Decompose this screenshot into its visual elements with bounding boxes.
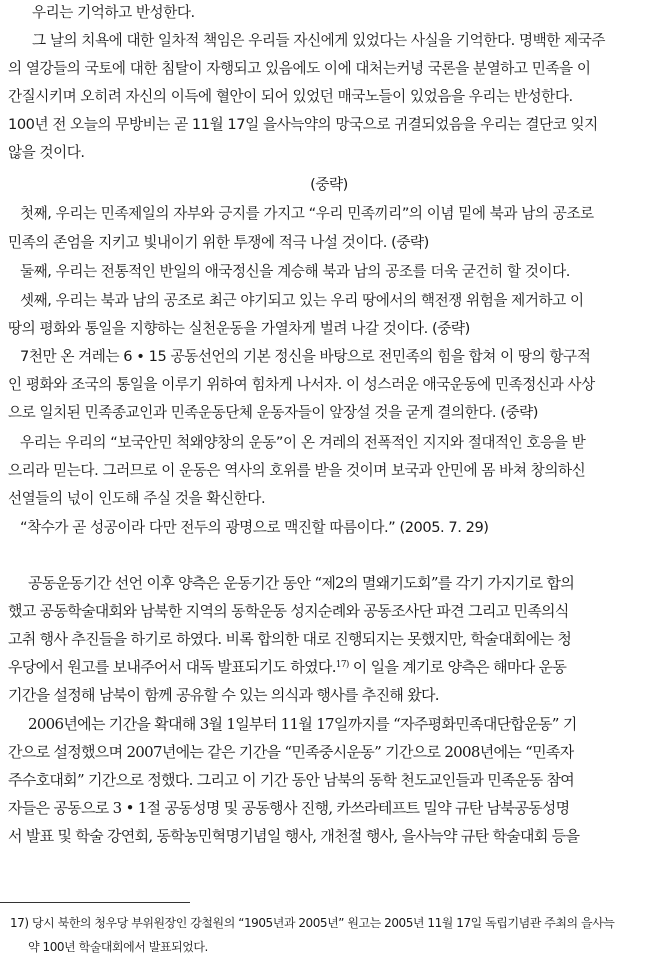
- paragraph-line: 100년 전 오늘의 무방비는 곧 11월 17일 을사늑약의 망국으로 귀결되었음을 우리는 결단코 잊지: [8, 116, 598, 133]
- paragraph-line: 인 평화와 조국의 통일을 이루기 위하여 힘차게 나서자. 이 성스러운 애국운동에 민족정신과 사상: [8, 376, 595, 393]
- paragraph-line: 땅의 평화와 통일을 지향하는 실천운동을 가열차게 벌려 나갈 것이다. (중략): [8, 320, 470, 337]
- paragraph-line: 셋째, 우리는 북과 남의 공조로 최근 야기되고 있는 우리 땅에서의 핵전쟁 위험을 제거하고 이: [20, 292, 584, 309]
- paragraph-line: 간질시키며 오히려 자신의 이득에 혈안이 되어 있었던 매국노들이 있었음을 우리는 반성한다.: [8, 88, 573, 105]
- paragraph-line: 7천만 온 겨레는 6 • 15 공동선언의 기본 정신을 바탕으로 전민족의 힘을 합쳐 이 땅의 항구적: [20, 348, 591, 365]
- paragraph-line: [8, 657, 566, 677]
- paragraph-line: 으로 일치된 민족종교인과 민족운동단체 운동자들이 앞장설 것을 굳게 결의한다. (중략): [8, 404, 539, 421]
- paragraph-line: 그 날의 치욕에 대한 일차적 책임은 우리들 자신에게 있었다는 사실을 기억한다. 명백한 제국주: [32, 32, 606, 49]
- paragraph-line: 간으로 설정했으며 2007년에는 같은 기간을 “민족중시운동” 기간으로 2008년에는 “민족자: [8, 743, 574, 761]
- footnote-reference[interactable]: 17): [335, 660, 349, 670]
- paragraph-text: 우당에서 원고를 보내주어서 대독 발표되기도 하였다.: [8, 658, 336, 676]
- paragraph-line: 기간을 설정해 남북이 함께 공유할 수 있는 의식과 행사를 추진해 왔다.: [8, 686, 439, 704]
- paragraph-line: “착수가 곧 성공이라 다만 전두의 광명으로 맥진할 따름이다.” (2005. 7. 29): [20, 519, 489, 536]
- paragraph-line: 주수호대회” 기간으로 정했다. 그리고 이 기간 동안 남북의 동학 천도교인들과 민족운동 참여: [8, 771, 575, 789]
- paragraph-line: 우리는 우리의 “보국안민 척왜양창의 운동”이 온 겨레의 전폭적인 지지와 절대적인 호응을 받: [20, 434, 586, 451]
- paragraph-line: 서 발표 및 학술 강연회, 동학농민혁명기념일 행사, 개천절 행사, 을사늑약 규탄 학술대회 등을: [8, 827, 580, 845]
- paragraph-line: 공동운동기간 선언 이후 양측은 운동기간 동안 “제2의 멸왜기도회”를 각기 가지기로 합의: [28, 574, 575, 592]
- omission-marker: (중략): [310, 176, 348, 193]
- paragraph-line: 으리라 믿는다. 그러므로 이 운동은 역사의 호위를 받을 것이며 보국과 안민에 몸 바쳐 창의하신: [8, 462, 586, 479]
- footnote-divider: [0, 902, 190, 903]
- paragraph-line: 둘째, 우리는 전통적인 반일의 애국정신을 계승해 북과 남의 공조를 더욱 굳건히 할 것이다.: [20, 263, 570, 280]
- paragraph-line: 2006년에는 기간을 확대해 3월 1일부터 11월 17일까지를 “자주평화민족대단합운동” 기: [28, 715, 577, 733]
- paragraph-line: 우리는 기억하고 반성한다.: [32, 4, 195, 21]
- paragraph-line: 않을 것이다.: [8, 144, 85, 161]
- footnote-line: 17) 당시 북한의 청우당 부위원장인 강철원의 “1905년과 2005년” 원고는 2005년 11월 17일 독립기념관 주최의 을사늑: [10, 916, 615, 930]
- paragraph-line: 자들은 공동으로 3 • 1절 공동성명 및 공동행사 진행, 카쓰라테프트 밀약 규탄 남북공동성명: [8, 799, 570, 817]
- paragraph-line: 의 열강들의 국토에 대한 침탈이 자행되고 있음에도 이에 대처는커녕 국론을 분열하고 민족을 이: [8, 60, 591, 77]
- paragraph-line: 했고 공동학술대회와 남북한 지역의 동학운동 성지순례와 공동조사단 파견 그리고 민족의식: [8, 602, 569, 620]
- paragraph-line: 첫째, 우리는 민족제일의 자부와 긍지를 가지고 “우리 민족끼리”의 이념 밑에 북과 남의 공조로: [20, 205, 594, 222]
- paragraph-text: 이 일을 계기로 양측은 해마다 운동: [348, 658, 567, 676]
- paragraph-line: 선열들의 넋이 인도해 주실 것을 확신한다.: [8, 490, 266, 507]
- paragraph-line: 고취 행사 추진들을 하기로 하였다. 비록 합의한 대로 진행되지는 못했지만, 학술대회에는 청: [8, 630, 572, 648]
- footnote-line: 약 100년 학술대회에서 발표되었다.: [28, 940, 208, 954]
- paragraph-line: 민족의 존엄을 지키고 빛내이기 위한 투쟁에 적극 나설 것이다. (중략): [8, 234, 429, 251]
